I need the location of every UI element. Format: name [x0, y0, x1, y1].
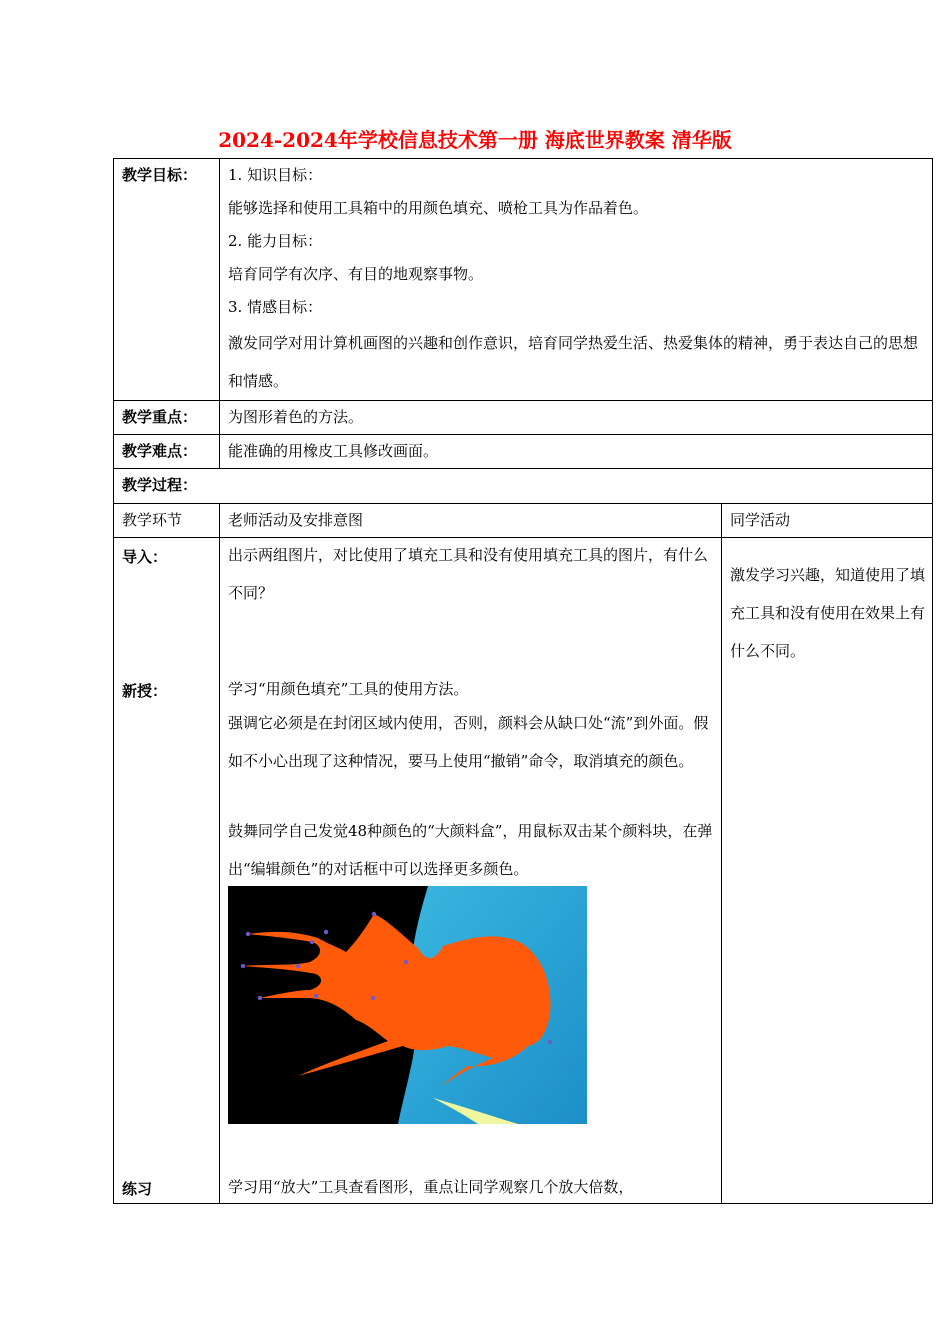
- header-row: [114, 504, 933, 538]
- process-row: [114, 469, 933, 504]
- teacher-new-1: 学习“用颜色填充”工具的使用方法。: [228, 680, 469, 698]
- header-student: 同学活动: [722, 504, 933, 538]
- key-point-label: 教学重点：: [114, 401, 220, 435]
- objectives-row: [114, 159, 933, 401]
- objectives-content: [220, 159, 933, 401]
- key-point-text: 为图形着色的方法。: [220, 401, 933, 435]
- stage-intro: 导入：: [122, 548, 168, 566]
- teacher-cell: [220, 538, 722, 1204]
- header-stage: 教学环节: [114, 504, 220, 538]
- difficulty-text: 能准确的用橡皮工具修改画面。: [220, 435, 933, 469]
- objective-line: 1. 知识目标：: [228, 166, 323, 184]
- stage-cell: [114, 538, 220, 1204]
- objective-line: 2. 能力目标：: [228, 232, 323, 250]
- difficulty-row: [114, 435, 933, 469]
- document-title: 2024-2024年学校信息技术第一册 海底世界教案 清华版: [218, 128, 732, 152]
- student-cell: [722, 538, 933, 1204]
- teacher-practice: 学习用“放大”工具查看图形，重点让同学观察几个放大倍数，: [228, 1178, 634, 1196]
- stage-practice: 练习: [122, 1180, 153, 1198]
- difficulty-label: 教学难点：: [114, 435, 220, 469]
- student-intro: 激发学习兴趣，知道使用了填充工具和没有使用在效果上有什么不同。: [730, 566, 926, 660]
- stage-new: 新授：: [122, 682, 168, 700]
- objective-line: 3. 情感目标：: [228, 298, 323, 316]
- process-body-row: [114, 538, 933, 1204]
- header-teacher: 老师活动及安排意图: [220, 504, 722, 538]
- teacher-new-3: 鼓舞同学自己发觉48种颜色的“大颜料盒”，用鼠标双击某个颜料块，在弹出“编辑颜色”的对话框中可以选择更多颜色。: [228, 822, 713, 878]
- process-label: 教学过程：: [114, 469, 933, 504]
- objective-line: 激发同学对用计算机画图的兴趣和创作意识，培育同学热爱生活、热爱集体的精神，勇于表达自己的思想和情感。: [228, 334, 919, 390]
- goldfish-image: [228, 886, 587, 1124]
- teacher-intro: 出示两组图片，对比使用了填充工具和没有使用填充工具的图片，有什么不同？: [228, 546, 709, 602]
- lesson-plan-table: [113, 158, 933, 1204]
- objective-line: 培育同学有次序、有目的地观察事物。: [228, 265, 484, 283]
- objective-line: 能够选择和使用工具箱中的用颜色填充、喷枪工具为作品着色。: [228, 199, 649, 217]
- objectives-label: 教学目标：: [114, 159, 220, 401]
- teacher-new-2: 强调它必须是在封闭区域内使用，否则，颜料会从缺口处“流”到外面。假如不小心出现了这种情况，要马上使用“撤销”命令，取消填充的颜色。: [228, 714, 709, 770]
- key-point-row: [114, 401, 933, 435]
